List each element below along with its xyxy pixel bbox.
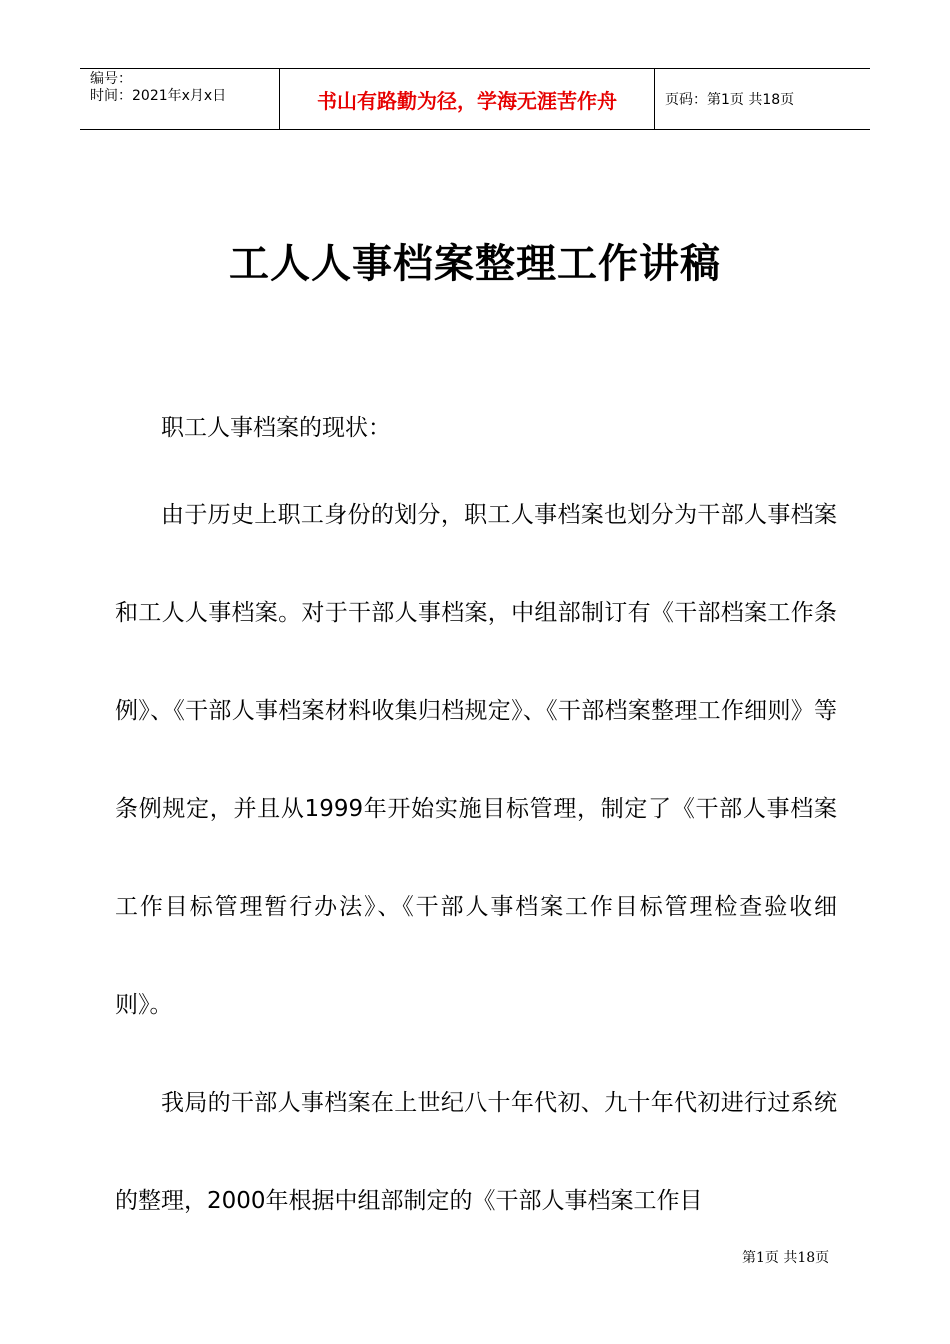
- header-motto: 书山有路勤为径，学海无涯苦作舟: [280, 69, 655, 129]
- paragraph: 由于历史上职工身份的划分，职工人事档案也划分为干部人事档案和工人人事档案。对于干部人事档案，中组部制订有《干部档案工作条例》、《干部人事档案材料收集归档规定》、《干部档案整理工作细则》等条例规定，并且从1999年开始实施目标管理，制定了《干部人事档案工作目标管理暂行办法》、《干部人事档案工作目标管理检查验收细则》。: [115, 502, 837, 1018]
- document-body: [115, 403, 837, 1250]
- paragraph-heading: 职工人事档案的现状：: [161, 415, 391, 441]
- document-title: 工人人事档案整理工作讲稿: [229, 241, 721, 287]
- number-label: 编号：: [90, 71, 132, 87]
- time-label: 时间：2021年x月x日: [90, 88, 227, 104]
- header-meta: [80, 69, 280, 129]
- page-footer: 第1页 共18页: [742, 1250, 830, 1266]
- paragraph: 我局的干部人事档案在上世纪八十年代初、九十年代初进行过系统的整理，2000年根据中组部制定的《干部人事档案工作目: [115, 1090, 837, 1214]
- page-header: [80, 68, 870, 130]
- header-page-info: 页码：第1页 共18页: [665, 92, 795, 108]
